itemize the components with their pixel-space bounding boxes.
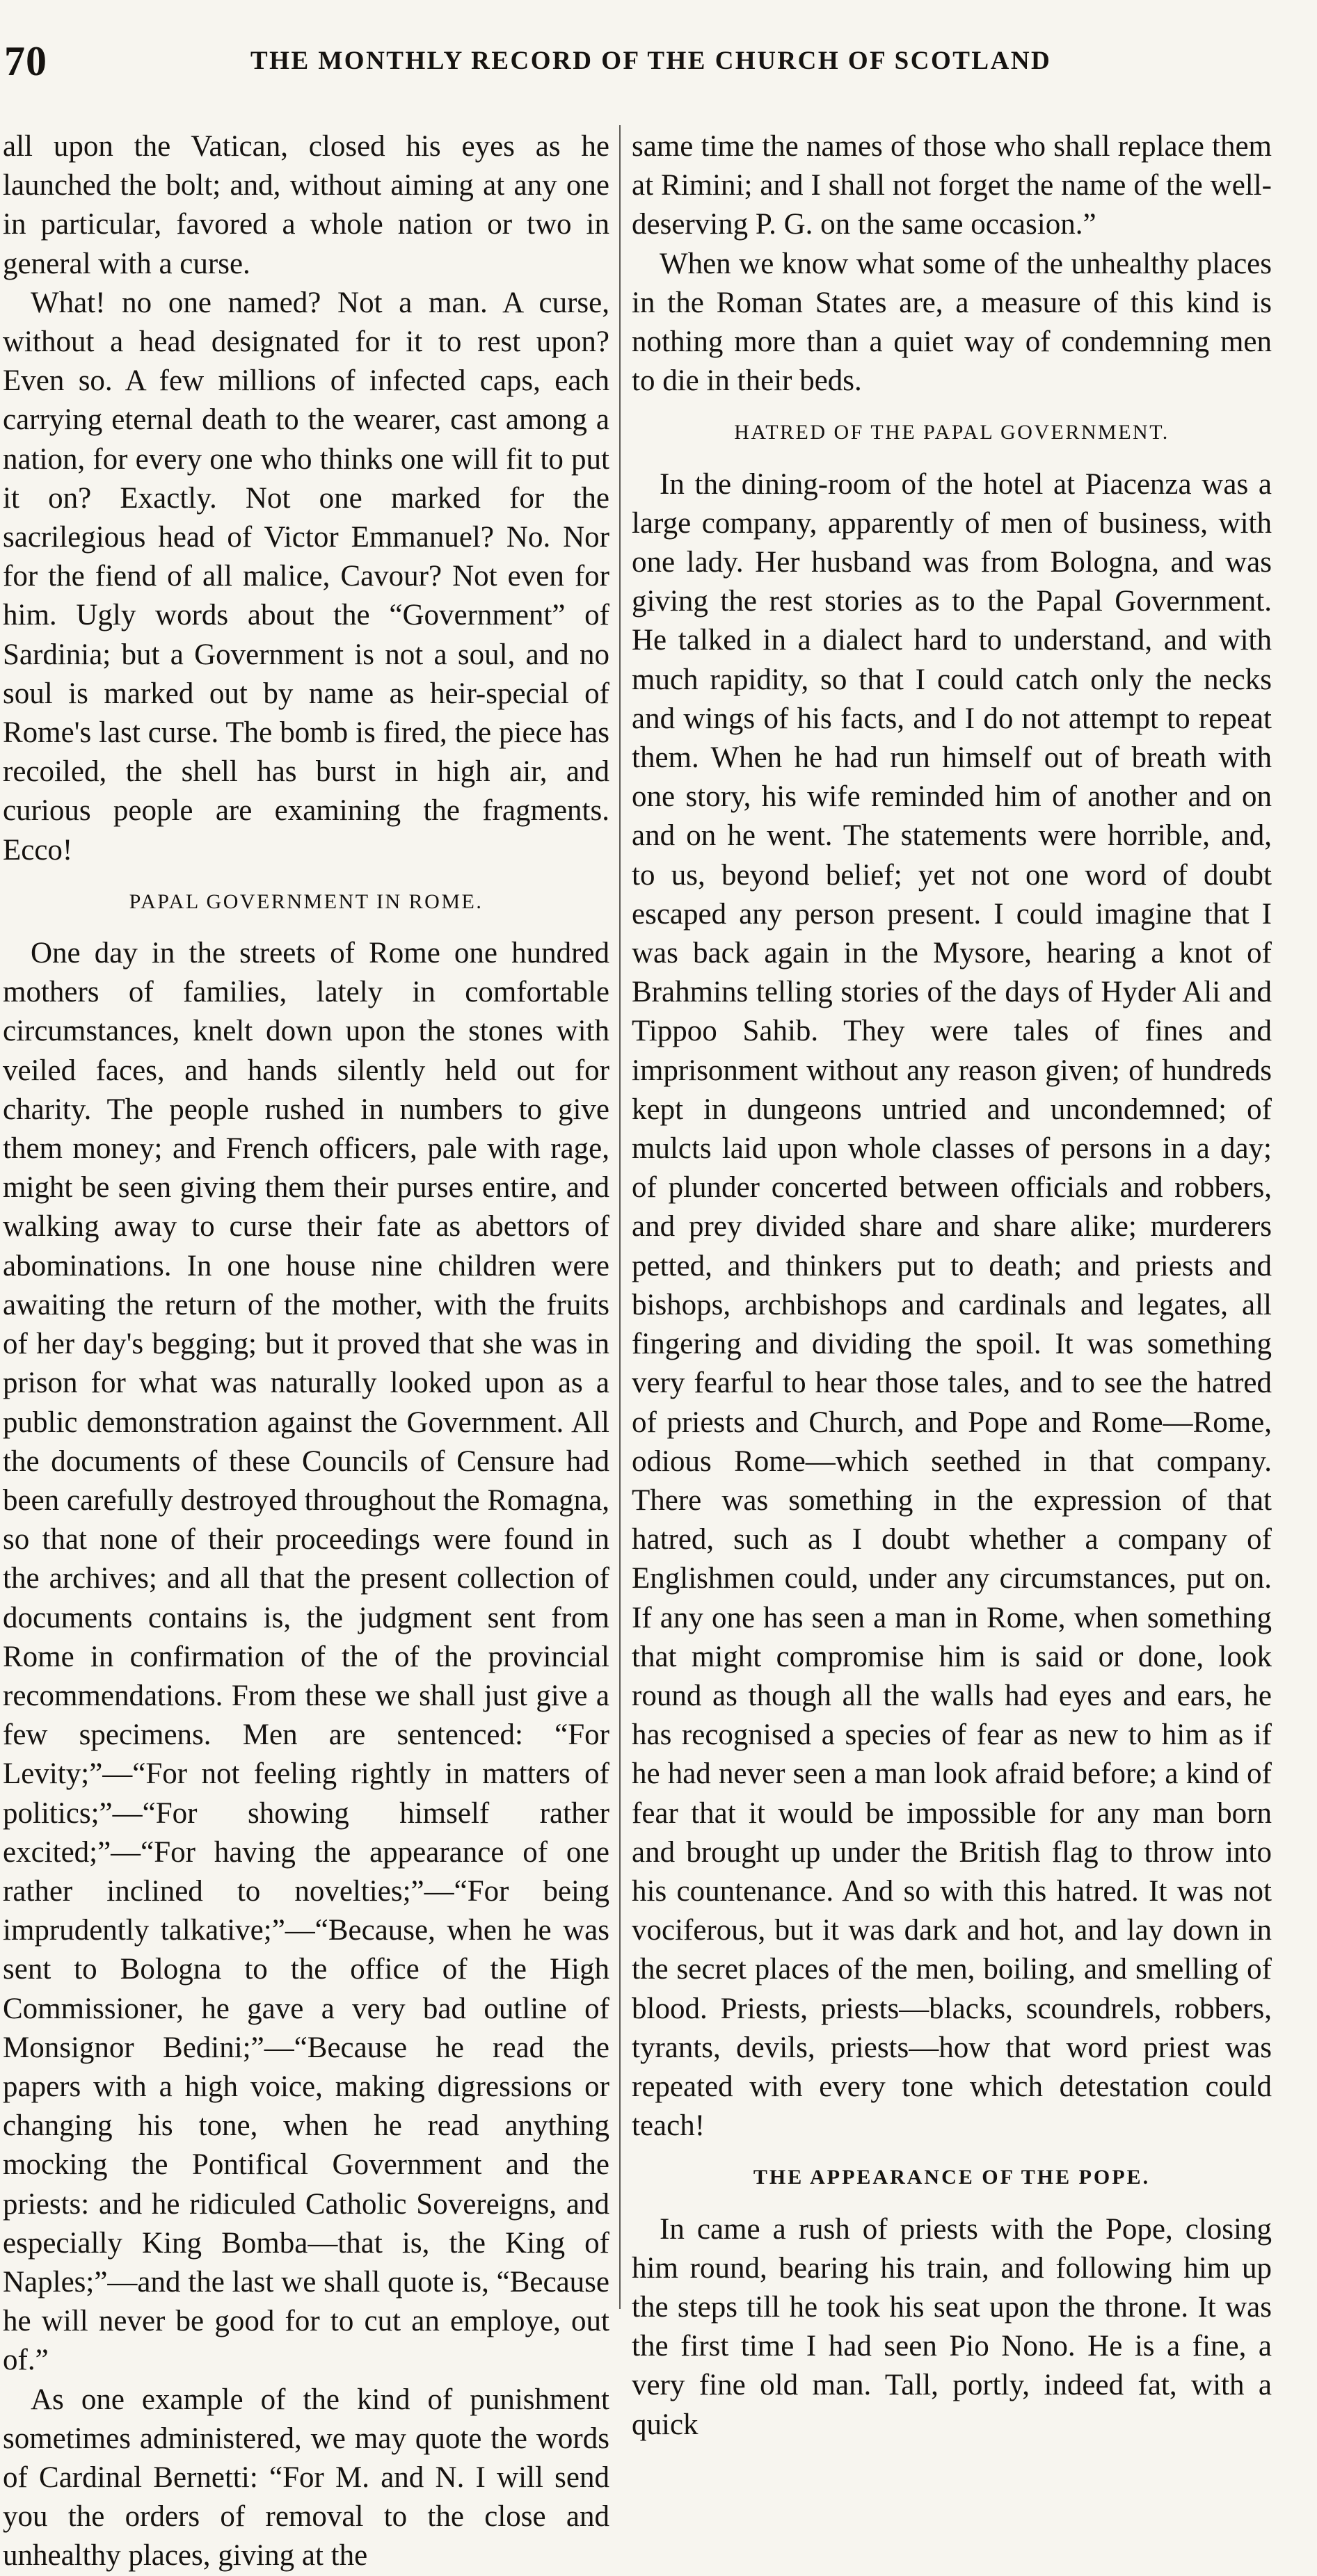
left-paragraph-1: all upon the Vatican, closed his eyes as he launched the bolt; and, without aiming at any one in particular, favored a whole nation or two in general with a curse. bbox=[3, 130, 609, 280]
left-column bbox=[3, 127, 609, 2576]
page-number: 70 bbox=[4, 38, 47, 84]
running-title: THE MONTHLY RECORD OF THE CHURCH OF SCOTLAND bbox=[250, 47, 1052, 75]
page-header bbox=[0, 28, 1317, 97]
right-paragraph-3: In the dining-room of the hotel at Piacenza was a large company, apparently of men of business, with one lady. Her husband was from Bologna, and was giving the rest stories as to the Papal Government. He talked in a dialect hard to understand, and with much rapidity, so that I could catch only the necks and wings of his facts, and I do not attempt to repeat them. When he had run himself out of breath with one story, his wife reminded him of another and on and on he went. The statements were horrible, and, to us, beyond belief; yet not one word of doubt escaped any person present. I could imagine that I was back again in the Mysore, hearing a knot of Brahmins telling stories of the days of Hyder Ali and Tippoo Sahib. They were tales of fines and imprisonment without any reason given; of hundreds kept in dungeons untried and uncondemned; of mulcts laid upon whole classes of persons in a day; of plunder concerted between officials and robbers, and prey divided share and share alike; murderers petted, and thinkers put to death; and priests and bishops, archbishops and cardinals and legates, all fingering and dividing the spoil. It was something very fearful to hear those tales, and to see the hatred of priests and Church, and Pope and Rome—Rome, odious Rome—which seethed in that company. There was something in the expression of that hatred, such as I doubt whether a company of Englishmen could, under any circumstances, put on. If any one has seen a man in Rome, when something that might compromise him is said or done, look round as though all the walls had eyes and ears, he has recognised a species of fear as new to him as if he had never seen a man look afraid before; a kind of fear that it would be impossible for any man born and brought up under the British flag to throw into his countenance. And so with this hatred. It was not vociferous, but it was dark and hot, and lay down in the secret places of the men, boiling, and smelling of blood. Priests, priests—blacks, scoundrels, robbers, tyrants, devils, priests—how that word priest was repeated with every tone which detestation could teach! bbox=[632, 467, 1272, 2143]
section-heading-papal-government: PAPAL GOVERNMENT IN ROME. bbox=[129, 889, 484, 913]
left-paragraph-3: One day in the streets of Rome one hundred mothers of families, lately in comfortable circumstances, knelt down upon the stones with veiled faces, and hands silently held out for charity. The people rushed in numbers to give them money; and French officers, pale with rage, might be seen giving them their purses entire, and walking away to curse their fate as abettors of abominations. In one house nine children were awaiting the return of the mother, with the fruits of her day's begging; but it proved that she was in prison for what was naturally looked upon as a public demonstration against the Government. All the documents of these Councils of Censure had been carefully destroyed throughout the Romagna, so that none of their proceedings were found in the archives; and all that the present collection of documents contains is, the judgment sent from Rome in confirmation of the of the provincial recommendations. From these we shall just give a few specimens. Men are sentenced: “For Levity;”—“For not feeling rightly in matters of politics;”—“For showing himself rather excited;”—“For having the appearance of one rather inclined to novelties;”—“For being imprudently talkative;”—“Because, when he was sent to Bologna to the office of the High Commissioner, he gave a very bad outline of Monsignor Bedini;”—“Because he read the papers with a high voice, making digressions or changing his tone, when he read anything mocking the Pontifical Government and the priests: and he ridiculed Catholic Sovereigns, and especially King Bomba—that is, the King of Naples;”—and the last we shall quote is, “Because he will never be good for to cut an employe, out of.” bbox=[3, 937, 609, 2377]
section-heading-appearance-of-pope: THE APPEARANCE OF THE POPE. bbox=[753, 2166, 1151, 2189]
right-paragraph-1: same time the names of those who shall replace them at Rimini; and I shall not forget the name of the well-deserving P. G. on the same occasion.” bbox=[632, 130, 1272, 241]
right-paragraph-4: In came a rush of priests with the Pope, closing him round, bearing his train, and following him up the steps till he took his seat upon the throne. It was the first time I had seen Pio Nono. He is a fine, a very fine old man. Tall, portly, indeed fat, with a quick bbox=[632, 2212, 1272, 2441]
left-paragraph-4: As one example of the kind of punishment sometimes administered, we may quote the words of Cardinal Bernetti: “For M. and N. I will send you the orders of removal to the close and unhealthy places, giving at the bbox=[3, 2383, 609, 2573]
column-divider bbox=[619, 125, 621, 2309]
section-heading-hatred: HATRED OF THE PAPAL GOVERNMENT. bbox=[734, 421, 1170, 444]
right-column bbox=[632, 127, 1272, 2445]
right-paragraph-2: When we know what some of the unhealthy places in the Roman States are, a measure of this kind is nothing more than a quiet way of condemning men to die in their beds. bbox=[632, 247, 1272, 398]
left-paragraph-2: What! no one named? Not a man. A curse, without a head designated for it to rest upon? Even so. A few millions of infected caps, each carrying eternal death to the wearer, cast among a nation, for every one who thinks one will fit to put it on? Exactly. Not one marked for the sacrilegious head of Victor Emmanuel? No. Nor for the fiend of all malice, Cavour? Not even for him. Ugly words about the “Government” of Sardinia; but a Government is not a soul, and no soul is marked out by name as heir-special of Rome's last curse. The bomb is fired, the piece has recoiled, the shell has burst in high air, and curious people are examining the fragments. Ecco! bbox=[3, 286, 609, 867]
